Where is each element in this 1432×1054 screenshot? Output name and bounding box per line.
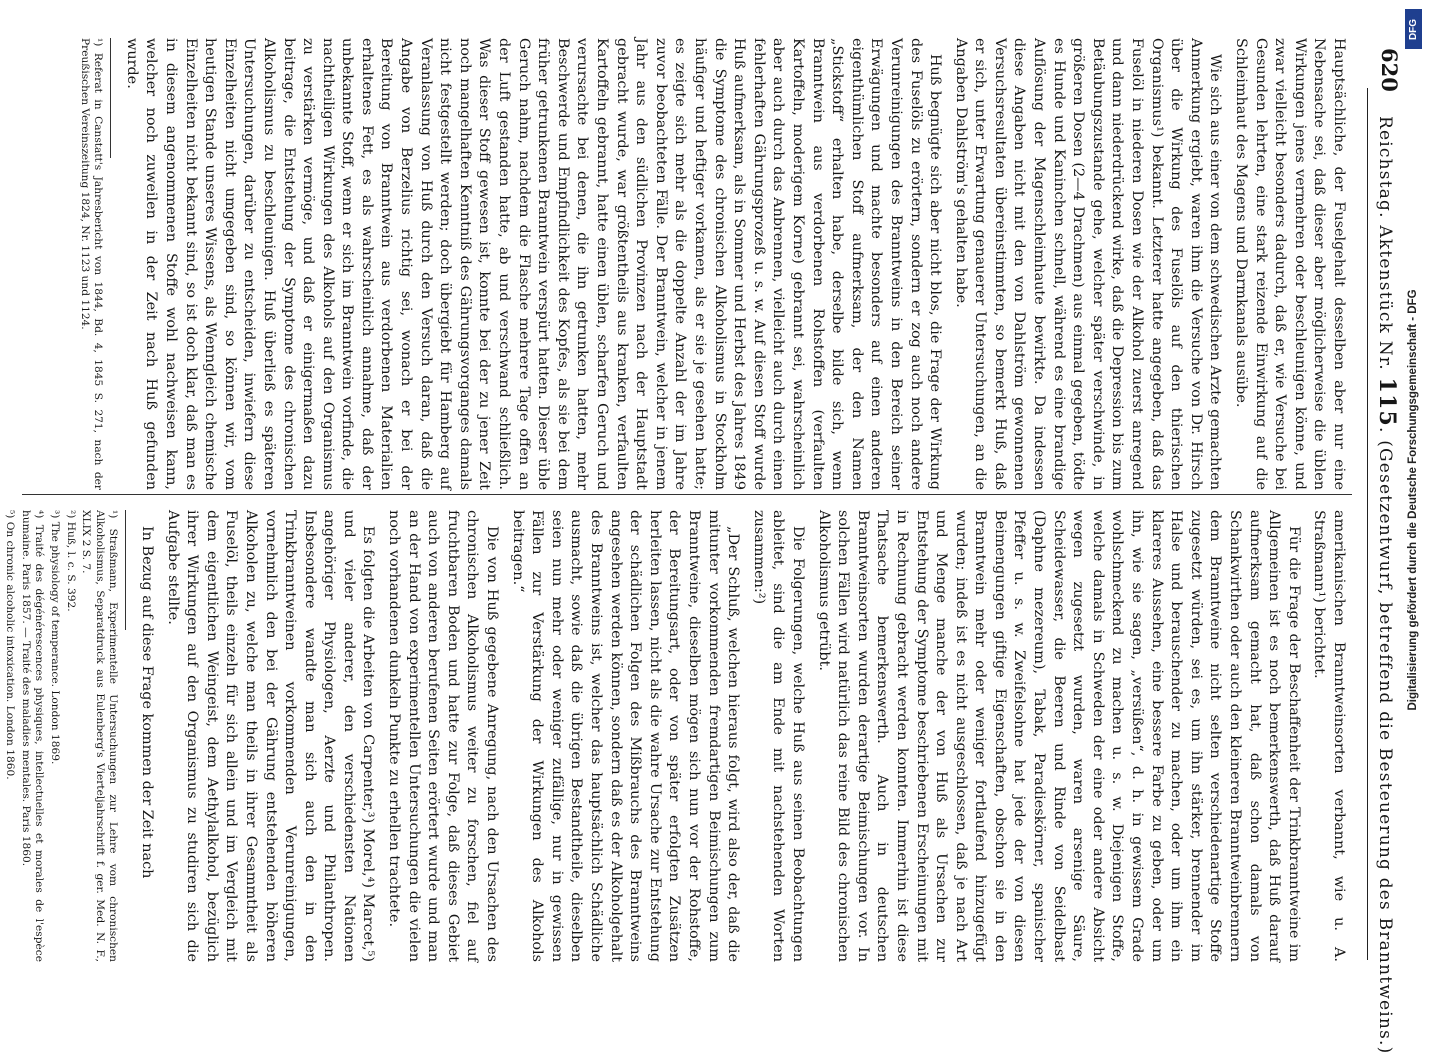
body-paragraph: Es folgten die Arbeiten von Carpenter,³) Morel,⁴) Marcet,⁵) und vieler anderer, den verschiedensten Nationen angehöriger Physiologen, Aerzte und Philanthropen. Insbesondere wandte man sich auch den in den Trinkbranntweinen vorkommenden Verunreinigungen, vornehmlich den bei der Gährung entstehenden höheren Alkoholen zu, welche man theils in ihrer Gesammtheit als Fuselöl, theils einzeln für sich allein und im Vergleich mit dem eigentlichen Weingeist, dem Aethylalkohol, bezüglich ihrer Wirkungen auf den Organismus zu studiren sich die Aufgabe stellte. [164,510,377,962]
page-number: 620 [1377,48,1402,92]
right-column [4,510,1348,962]
footnote: ⁵) On chronic alcoholic intoxication. London 1860. [4,510,17,780]
document-number: 115 [1374,377,1400,427]
body-paragraph: Wie sich aus einer von dem schwedischen Arzte gemachten Anmerkung ergiebt, waren ihm die Versuche von Dr. Hirsch über die Wirkung des Fuselöls auf den thierischen Organismus¹) bekannt. Letzterer hatte angegeben, daß das Fuselöl in niederen Dosen wie der Alkohol zuerst anregend und dann niederdrückend wirke, daß die Depression bis zum Betäubungszustande gehe, welcher später verschwinde, in größeren Dosen (2—4 Drachmen) aus einmal gegeben, tödte es Hunde und Kaninchen schnell, während es eine brandige Auflösung der Magenschleimhaute bewirkte. Da indessen diese Angaben nicht mit den von Dahlström gewonnenen Versuchsresultaten übereinstimmten, so bemerkt Huß, daß er sich, unter Erwartung genauerer Untersuchungen, an die Angaben Dahlström's gehalten habe. [952,38,1224,490]
column-divider [22,494,1352,495]
title-prefix: Reichstag. Aktenstück Nr. [1375,116,1395,378]
body-paragraph: Die Folgerungen, welche Huß aus seinen Beobachtungen ableitet, sind die am Ende mit nachstehenden Worten zusammen:²) [750,510,806,962]
footnote-rule [110,38,111,158]
footnote: ¹) Straßmann, Experimentelle Untersuchungen zur Lehre vom chronischen Alkoholismus, Separatdruck aus Eulenberg's Vierteljahrschrift f. ger. Med. N. F., XLIX 2 S. 7. [80,510,120,962]
body-paragraph: Huß begnügte sich aber nicht blos, die Frage der Wirkung des Fuselöls zu erörtern, sondern er zog auch noch andere Verunreinigungen des Branntweins in den Bereich seiner Erwägungen und machte besonders auf einen anderen eigenthümlichen Stoff aufmerksam, der den Namen „Stickstoff“ erhalten habe, derselbe bilde sich, wenn Branntwein aus verdorbenen Rohstoffen (verfaulten Kartoffeln, moderigem Korne) gebrannt sei, wahrscheinlich aber auch durch das Anbrennen, vielleicht auch durch einen fehlerhaften Gährungsprozeß u. s. w. Auf diesen Stoff wurde Huß aufmerksam, als in Sommer und Herbst des Jahres 1849 die Symptome des chronischen Alkoholismus in Stockholm häufiger und heftiger vorkamen, als er sie je gesehen hatte; es zeigte sich mehr als die doppelte Anzahl der im Jahre zuvor beobachteten Fälle. Der Branntwein, welcher in jenem Jahr aus den südlichen Provinzen nach der Hauptstadt gebracht wurde, war größtentheils aus kranken, verfaulten Kartoffeln gebrannt, hatte einen üblen, scharfen Geruch und verursachte bei denen, die ihn getrunken hatten, mehr Beschwerde und Empfindlichkeit des Kopfes, als sie bei dem früher getrunkenen Branntwein verspürt hatten. Dieser üble Geruch nahm, nachdem die Flasche mehrere Tage offen an der Luft gestanden hatte, ab und verschwand schließlich. Was dieser Stoff gewesen ist, konnte bei der zu jener Zeit noch mangelhaften Kenntniß des Gährungsvorganges damals nicht festgestellt werden; doch übergiebt für Hamberg auf Veranlassung von Huß durch den Versuch daran, daß die Angabe von Berzelius richtig sei, wonach er bei der Bereitung von Branntwein aus verdorbenen Materialien erhaltenes Fett, es als wahrscheinlich annahme, daß der unbekannte Stoff, wenn er sich im Branntwein vorfinde, die nachtheiligen Wirkungen des Alkohols auf den Organismus zu verstärken vermöge, und daß er einigermaßen dazu beitrage, die Entstehung der Symptome des chronischen Alkoholismus zu beschleunigen. Huß überließ es späteren Untersuchungen, darüber zu entscheiden, inwiefern diese Einzelheiten nicht umgegeben sind, so können wir, vom heutigen Stande unseres Wissens, als Wenngleich chemische Einzelheiten nicht bekannt sind, so ist doch klar, daß man es in diesem angenommenen Stoffe wohl nachweisen kann, welcher noch zuweilen in der Zeit nach Huß gefunden wurde. [123,38,944,490]
body-paragraph: Hauptsächliche, der Fuselgehalt desselben aber nur eine Nebensache sei, daß dieser aber möglicherweise die üblen Wirkungen jenes vermehren oder beschleunigen könne, und zwar vielleicht besonders dadurch, daß er, wie Versuche bei Gesunden lehrten, eine stark reizende Einwirkung auf die Schleimhaut des Magens und Darmkanals ausübe. [1233,38,1347,490]
body-paragraph: Die von Huß gegebene Anregung, nach den Ursachen des chronischen Alkoholismus weiter zu forschen, fiel auf fruchtbaren Boden und hatte zur Folge, daß dieses Gebiet auch von anderen berufenen Seiten erörtert wurde und man an der Hand von experimentellen Untersuchungen die vielen noch vorhandenen dunkeln Punkte zu erhellen trachtete. [386,510,501,962]
body-paragraph: Für die Frage der Beschaffenheit der Trinkbranntweine im Allgemeinen ist es noch bemerkenswerth, daß Huß darauf aufmerksam gemacht hat, daß schon damals von Schankwirthen oder auch den kleineren Branntweinbrennern dem Branntweine nicht selten verschiedenartige Stoffe zugesetzt würden, sei es, um ihn stärker, brennender im Halse und berauschender zu machen, oder um ihm ein klareres Aussehen, eine bessere Farbe zu geben, oder um ihn, wie sie sagen, „versüßen“, d. h. in gewissem Grade wohlschmeckend zu machen u. s. w. Diejenigen Stoffe, welche damals in Schweden der eine oder andere Absicht wegen zugesetzt wurden, waren arsenige Säure, Scheidewasser, die Beeren und Rinde von Seidelbast (Daphne mezereum), Tabak, Paradieskörner, spanischer Pfeffer u. s. w. Zweifelsohne hat jede der von diesen Beimengungen giftige Eigenschaften, obschon sie in den Branntwein mehr oder weniger fortlaufend hinzugefügt wurden; indeß ist es nicht ausgeschlossen, daß je nach Art und Menge manche der von Huß als Ursachen zur Entstehung der Symptome beschriebenen Erscheinungen mit in Rechnung gebracht werden konnten. Immerhin ist diese Thatsache bemerkenswerth. Auch in deutschen Branntweinsorten wurden derartige Beimischungen vor. In solchen Fällen wird natürlich das reine Bild des chronischen Alkoholismus getrübt. [815,510,1302,962]
title-suffix: . (Gesetzentwurf, betreffend die Besteuerung des Branntweins.) [1375,426,1395,1054]
dfg-logo-label: DFG [1408,18,1420,40]
left-column [28,38,1348,490]
body-paragraph: amerikanischen Branntweinsorten verbannt, wie u. A. Straßmann¹) berichtet. [1311,510,1347,962]
header-rule [1367,88,1368,960]
footnote: ³) The physiology of temperance. London 1869. [49,510,61,765]
digitization-credit: Digitalisierung gefördert durch die Deutsche Forschungsgemeinschaft - DFG [1407,289,1419,711]
body-paragraph: „Der Schluß, welchen hieraus folgt, wird also der, daß die mitunter vorkommenden fremdartigen Beimischungen zum Branntweine, dieselben mögen sich nun vor der Rohstoffe, der Bereitungsart, oder von später erfolgten Zusätzen herleiten lassen, nicht als die wahre Ursache zur Entstehung der schädlichen Folgen des Mißbrauchs des Branntweins angesehen werden können, sondern daß es der Alkoholgehalt des Branntweins ist, welcher das hauptsächlich Schädliche ausmacht, sowie daß die übrigen Bestandtheile, dieselben seien nun mehr oder weniger zufällige, nur in gewissen Fällen zur Verstärkung der Wirkungen des Alkohols beitragen.“ [509,510,742,962]
footnote: ⁴) Traité des dégénérescences physiques, intellectuelles et morales de l'espèce humaine. Paris 1857. — Traité des maladies mentales. Paris 1860. [19,510,46,962]
running-title [1374,116,1400,1054]
footnote: ¹) Referat in Canstatt's Jahresbericht von 1844, Bd. 4, 1845 S. 271, nach der Preußischen Vereinszeitung 1824, Nr. 1123 und 1124. [78,38,105,490]
body-paragraph: In Bezug auf diese Frage kommen der Zeit nach [138,526,155,879]
dfg-logo-icon [1405,9,1422,49]
footnote: ²) Huß, l. c. S. 392. [64,510,77,612]
footnote-rule [125,510,126,630]
